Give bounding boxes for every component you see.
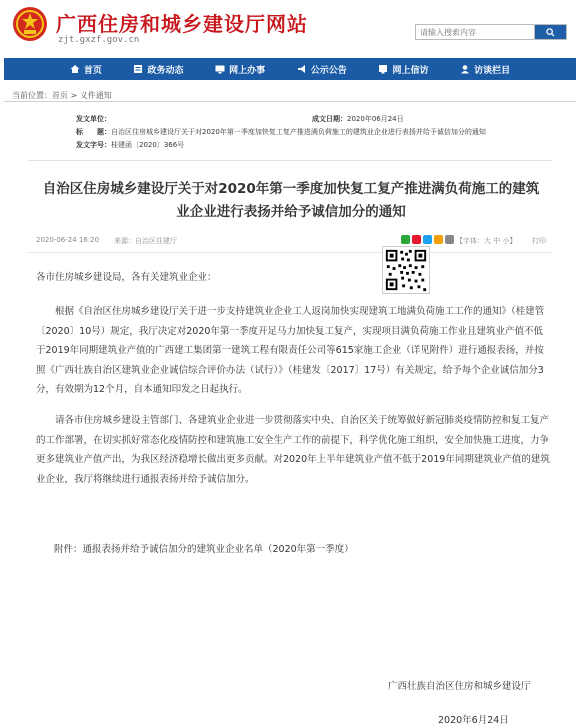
signature-date: 2020年6月24日 xyxy=(438,715,509,726)
issuer-label: 发文单位： xyxy=(76,115,111,123)
site-header xyxy=(0,0,580,58)
nav-label: 访谈栏目 xyxy=(474,65,511,76)
meta-row-subject xyxy=(76,126,516,139)
article-source: 来源：自治区住建厅 xyxy=(114,237,177,245)
body-paragraph-1: 根据《自治区住房城乡建设厅关于进一步支持建筑业企业工人返岗加快实现建筑工地满负荷施工工作的通知》（桂建管〔2020〕10号）规定，我厅决定对2020年第一季度开足马力加快复工复产，实现项目满负荷施工作业且建筑业产值不低于2019年同期建筑业产值的广西建工集团第一建筑工程有限责任公司等615家施工企业（详见附件）进行通报表扬，并按照《广西壮族自治区建筑业企业诚信综合评价办法（试行）》（桂建发〔2017〕17号）有关规定，给予每个企业诚信加分3分，有效期为12个月，自本通知印发之日起执行。 xyxy=(36,306,545,395)
nav-label: 网上信访 xyxy=(392,65,429,76)
article-date: 2020-06-24 16:20 xyxy=(36,236,100,244)
nav-item-notice[interactable] xyxy=(297,63,347,76)
site-title[interactable]: 广西住房和城乡建设厅网站 xyxy=(56,12,308,36)
search-input[interactable] xyxy=(416,25,534,39)
main-nav xyxy=(4,58,576,80)
breadcrumb-current-link[interactable]: 义件通知 xyxy=(79,91,112,100)
qq-share-icon[interactable] xyxy=(423,235,432,244)
notice-icon xyxy=(297,64,307,74)
body-paragraph-2: 请各市住房城乡建设主管部门、各建筑业企业进一步贯彻落实中央、自治区关于统筹做好新冠肺炎疫情防控和复工复产的工作部署，在切实抓好常态化疫情防控和建筑施工安全生产工作的前提下，科学优化施工组织，安全加快施工进度，力争更多建筑业产值产出，为我区经济稳增长做出更多贡献。对2020年上半年建筑业产值不低于2019年同期建筑业产值的建筑业企业，我厅将继续进行通报表扬并给予诚信加分。 xyxy=(36,415,550,485)
interview-icon xyxy=(460,64,470,74)
signature: 广西壮族自治区住房和城乡建设厅 xyxy=(388,681,531,692)
content-divider xyxy=(28,160,552,161)
nav-item-service[interactable] xyxy=(215,63,265,76)
share-icons xyxy=(401,235,454,244)
service-icon xyxy=(215,64,225,74)
nav-label: 网上办事 xyxy=(229,65,266,76)
date-label: 成文日期： xyxy=(312,115,347,123)
search-box xyxy=(415,24,567,40)
site-domain: zjt.gxzf.gov.cn xyxy=(58,35,140,45)
nav-item-interview[interactable] xyxy=(460,63,510,76)
article-info xyxy=(36,236,546,248)
more-share-icon[interactable] xyxy=(445,235,454,244)
nav-label: 首页 xyxy=(83,65,102,76)
subject-value: 自治区住房城乡建设厅关于对2020年第一季度加快复工复产推进满负荷施工的建筑业企业进行表扬并给予诚信加分的通知 xyxy=(111,128,486,136)
nav-label: 公示公告 xyxy=(310,65,347,76)
breadcrumb-home-link[interactable]: 首页 xyxy=(52,91,68,100)
docno-label: 发文字号： xyxy=(76,141,111,149)
nav-item-home[interactable] xyxy=(70,63,102,76)
national-emblem-icon xyxy=(12,6,48,42)
date-value: 2020年06月24日 xyxy=(347,115,404,123)
print-link[interactable]: 打印 xyxy=(532,237,546,245)
search-button[interactable] xyxy=(534,25,566,39)
subject-label: 标 题： xyxy=(76,128,111,136)
qzone-share-icon[interactable] xyxy=(434,235,443,244)
header-divider xyxy=(4,101,576,102)
search-icon xyxy=(546,28,555,37)
meta-row-docno xyxy=(76,139,516,152)
attachment-link[interactable]: 附件：通报表扬并给予诚信加分的建筑业企业名单（2020年第一季度） xyxy=(54,544,354,555)
wechat-share-icon[interactable] xyxy=(401,235,410,244)
news-icon xyxy=(133,64,143,74)
home-icon xyxy=(70,64,80,74)
greeting: 各市住房城乡建设局，各有关建筑业企业： xyxy=(36,272,217,283)
document-meta xyxy=(76,113,516,152)
docno-value: 桂建函〔2020〕366号 xyxy=(111,141,185,149)
meta-row-issuer xyxy=(76,113,516,126)
font-size-control[interactable]: 【字体：大 中 小】 xyxy=(456,237,517,245)
petition-icon xyxy=(378,64,388,74)
nav-item-petition[interactable] xyxy=(378,63,428,76)
nav-label: 政务动态 xyxy=(147,65,184,76)
breadcrumb-prefix: 当前位置： xyxy=(12,91,52,100)
info-divider xyxy=(28,252,552,253)
breadcrumb xyxy=(12,90,112,101)
nav-item-news[interactable] xyxy=(133,63,183,76)
weibo-share-icon[interactable] xyxy=(412,235,421,244)
breadcrumb-separator: > xyxy=(68,91,80,100)
article-title: 自治区住房城乡建设厅关于对2020年第一季度加快复工复产推进满负荷施工的建筑业企业进行表扬并给予诚信加分的通知 xyxy=(42,181,540,220)
